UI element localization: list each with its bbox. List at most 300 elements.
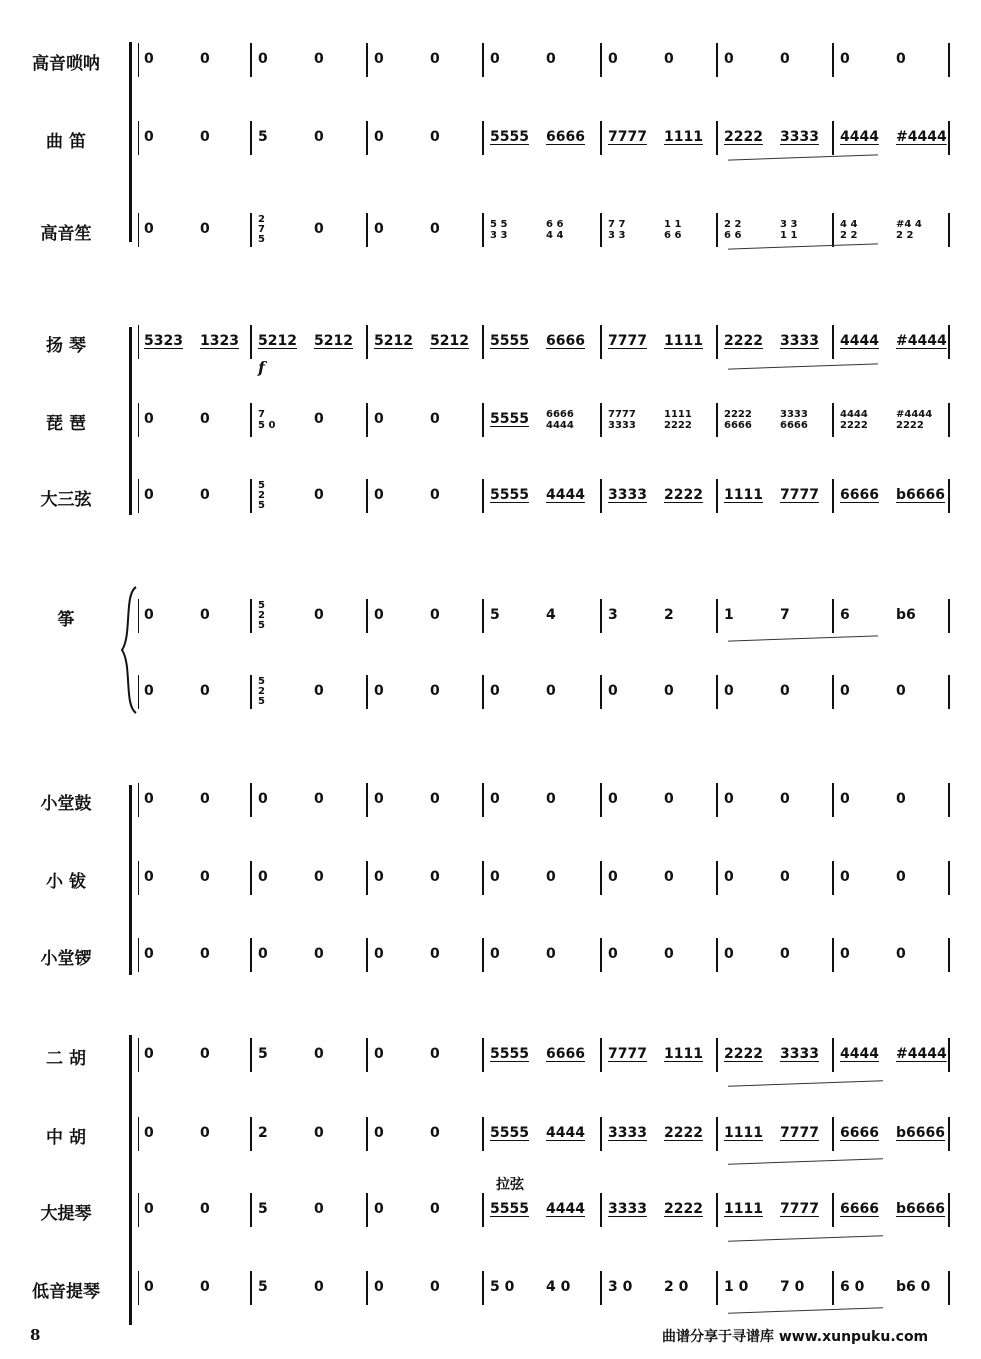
note-cell: 3333 (780, 333, 819, 349)
note-cell: 0 (200, 869, 210, 885)
note-cell: 5 5 3 3 (490, 219, 508, 241)
note-cell: b6 0 (896, 1279, 931, 1295)
note-cell: 0 (608, 51, 618, 67)
note-cell: 0 (144, 869, 154, 885)
barline (948, 43, 950, 77)
barline (366, 861, 368, 895)
barline (482, 1117, 484, 1151)
note-cell: 1111 (664, 333, 703, 349)
note-cell: 0 (664, 869, 674, 885)
barline (250, 213, 252, 247)
note-cell: 5 (490, 607, 500, 623)
note-cell: 0 (374, 1125, 384, 1141)
note-cell: 4444 (840, 333, 879, 349)
crescendo-hairpin (728, 635, 878, 641)
note-cell: #4444 (896, 1046, 947, 1062)
instrument-label: 高音唢呐 (32, 54, 100, 74)
barline (832, 479, 834, 513)
note-cell: 0 (258, 946, 268, 962)
note-cell: 5 0 (490, 1279, 515, 1295)
barline (482, 783, 484, 817)
note-cell: 7777 (608, 333, 647, 349)
barline (482, 121, 484, 155)
barline (366, 1117, 368, 1151)
note-cell: 5555 (490, 333, 529, 349)
barline (832, 783, 834, 817)
note-cell: 0 (664, 51, 674, 67)
barline (832, 43, 834, 77)
note-cell: 0 (374, 946, 384, 962)
note-cell: 4444 (840, 1046, 879, 1062)
note-cell: 0 (200, 1279, 210, 1295)
note-cell: 2222 (664, 487, 703, 503)
staff-start-line (138, 1038, 139, 1072)
note-cell: 0 (374, 129, 384, 145)
barline (948, 675, 950, 709)
barline (600, 43, 602, 77)
staff-start-line (138, 43, 139, 77)
note-cell: 0 (374, 221, 384, 237)
note-cell: 2222 6666 (724, 409, 752, 431)
note-cell: 0 (144, 411, 154, 427)
note-cell: 5323 (144, 333, 183, 349)
note-cell: 0 (144, 1125, 154, 1141)
note-cell: 2222 (724, 129, 763, 145)
note-cell: 0 (374, 51, 384, 67)
barline (716, 479, 718, 513)
barline (716, 121, 718, 155)
note-cell: 3333 (608, 1125, 647, 1141)
note-cell: 0 (546, 869, 556, 885)
note-cell: 0 (608, 683, 618, 699)
staff-start-line (138, 599, 139, 633)
note-cell: 1111 (724, 487, 763, 503)
note-cell: 0 (374, 1201, 384, 1217)
note-cell: 0 (546, 946, 556, 962)
note-cell: 0 (664, 791, 674, 807)
barline (482, 599, 484, 633)
note-cell: 5 2 5 (258, 480, 265, 511)
note-cell: 1111 (664, 129, 703, 145)
note-cell: 0 (314, 1046, 324, 1062)
barline (482, 1271, 484, 1305)
staff-start-line (138, 121, 139, 155)
note-cell: 3 3 1 1 (780, 219, 798, 241)
barline (366, 1271, 368, 1305)
note-cell: 1111 2222 (664, 409, 692, 431)
note-cell: 7 5 0 (258, 409, 276, 431)
note-cell: 0 (200, 946, 210, 962)
staff-start-line (138, 783, 139, 817)
source-credit: 曲谱分享于寻谱库 www.xunpuku.com (662, 1329, 929, 1345)
note-cell: 0 (840, 791, 850, 807)
note-cell: 7777 (780, 1125, 819, 1141)
barline (716, 1271, 718, 1305)
barline (716, 1117, 718, 1151)
note-cell: 0 (374, 791, 384, 807)
note-cell: 1 1 6 6 (664, 219, 682, 241)
note-cell: 5555 (490, 411, 529, 427)
note-cell: 0 (430, 1046, 440, 1062)
note-cell: 3333 (608, 487, 647, 503)
note-cell: 0 (430, 487, 440, 503)
note-cell: 4444 (840, 129, 879, 145)
note-cell: 6 (840, 607, 850, 623)
note-cell: 0 (314, 683, 324, 699)
instrument-label: 扬 琴 (46, 336, 86, 356)
note-cell: 4 0 (546, 1279, 571, 1295)
note-cell: 5 (258, 129, 268, 145)
note-cell: 0 (314, 946, 324, 962)
note-cell: 4444 (546, 487, 585, 503)
note-cell: b6666 (896, 487, 945, 503)
barline (366, 599, 368, 633)
barline (366, 675, 368, 709)
note-cell: 4444 (546, 1201, 585, 1217)
instrument-label: 琵 琶 (46, 414, 86, 434)
note-cell: 4444 2222 (840, 409, 868, 431)
barline (366, 938, 368, 972)
barline (482, 938, 484, 972)
staff-start-line (138, 675, 139, 709)
barline (832, 1271, 834, 1305)
note-cell: 0 (430, 411, 440, 427)
barline (948, 479, 950, 513)
note-cell: 0 (430, 946, 440, 962)
barline (948, 938, 950, 972)
note-cell: 0 (314, 487, 324, 503)
barline (716, 325, 718, 359)
note-cell: 1 (724, 607, 734, 623)
note-cell: 0 (780, 946, 790, 962)
note-cell: 6666 (840, 487, 879, 503)
note-cell: b6666 (896, 1201, 945, 1217)
barline (366, 479, 368, 513)
note-cell: 0 (200, 1046, 210, 1062)
note-cell: 2222 (664, 1125, 703, 1141)
barline (832, 938, 834, 972)
note-cell: 0 (144, 129, 154, 145)
staff-start-line (138, 479, 139, 513)
barline (482, 1038, 484, 1072)
note-cell: 6 0 (840, 1279, 865, 1295)
note-cell: 0 (200, 607, 210, 623)
barline (716, 938, 718, 972)
note-cell: 3333 (780, 1046, 819, 1062)
note-cell: 0 (724, 791, 734, 807)
note-cell: 0 (144, 1279, 154, 1295)
note-cell: 0 (314, 51, 324, 67)
note-cell: 6666 (546, 1046, 585, 1062)
note-cell: 5 (258, 1201, 268, 1217)
barline (482, 479, 484, 513)
note-cell: 0 (430, 1279, 440, 1295)
barline (948, 1117, 950, 1151)
note-cell: 0 (664, 683, 674, 699)
note-cell: 0 (608, 791, 618, 807)
note-cell: 0 (840, 946, 850, 962)
group-bracket-plucked (129, 327, 132, 515)
barline (948, 121, 950, 155)
instrument-label: 中 胡 (46, 1128, 86, 1148)
note-cell: 7777 (780, 487, 819, 503)
crescendo-hairpin (728, 1307, 883, 1313)
instrument-label: 筝 (57, 610, 75, 630)
barline (366, 121, 368, 155)
barline (482, 213, 484, 247)
note-cell: 7777 (608, 129, 647, 145)
note-cell: b6 (896, 607, 916, 623)
note-cell: 0 (724, 51, 734, 67)
note-cell: 4 4 2 2 (840, 219, 858, 241)
barline (366, 325, 368, 359)
note-cell: 0 (490, 946, 500, 962)
note-cell: 0 (314, 1125, 324, 1141)
note-cell: 0 (314, 791, 324, 807)
note-cell: 6 6 4 4 (546, 219, 564, 241)
note-cell: 0 (780, 869, 790, 885)
barline (366, 213, 368, 247)
instrument-label: 小堂鼓 (40, 794, 92, 814)
barline (948, 213, 950, 247)
note-cell: 0 (546, 791, 556, 807)
note-cell: 0 (374, 1046, 384, 1062)
dynamic-forte: f (258, 358, 265, 377)
barline (832, 1117, 834, 1151)
barline (366, 403, 368, 437)
barline (832, 599, 834, 633)
barline (600, 938, 602, 972)
barline (600, 1117, 602, 1151)
note-cell: 3 0 (608, 1279, 633, 1295)
barline (832, 325, 834, 359)
note-cell: 0 (144, 221, 154, 237)
note-cell: 0 (780, 791, 790, 807)
note-cell: 5212 (314, 333, 353, 349)
note-cell: 0 (258, 869, 268, 885)
crescendo-hairpin (728, 154, 878, 160)
note-cell: 0 (896, 791, 906, 807)
note-cell: 0 (314, 411, 324, 427)
crescendo-hairpin (728, 1235, 883, 1241)
note-cell: 0 (144, 51, 154, 67)
barline (250, 1271, 252, 1305)
barline (600, 325, 602, 359)
note-cell: 2222 (724, 1046, 763, 1062)
barline (250, 599, 252, 633)
barline (250, 1117, 252, 1151)
note-cell: 1323 (200, 333, 239, 349)
staff-start-line (138, 1271, 139, 1305)
barline (366, 43, 368, 77)
barline (482, 861, 484, 895)
note-cell: 6666 (840, 1125, 879, 1141)
note-cell: 2 0 (664, 1279, 689, 1295)
barline (250, 403, 252, 437)
note-cell: 6666 4444 (546, 409, 574, 431)
note-cell: 5212 (374, 333, 413, 349)
note-cell: 0 (144, 683, 154, 699)
note-cell: 1111 (724, 1201, 763, 1217)
note-cell: 7777 3333 (608, 409, 636, 431)
note-cell: #4444 (896, 129, 947, 145)
barline (716, 403, 718, 437)
crescendo-hairpin (728, 1158, 883, 1164)
note-cell: 0 (430, 1201, 440, 1217)
note-cell: 0 (374, 411, 384, 427)
note-cell: 0 (546, 51, 556, 67)
barline (600, 1038, 602, 1072)
note-cell: 0 (200, 1201, 210, 1217)
note-cell: 0 (374, 607, 384, 623)
barline (482, 675, 484, 709)
technique-label: 拉弦 (496, 1177, 524, 1193)
note-cell: 2 (664, 607, 674, 623)
note-cell: 0 (144, 607, 154, 623)
note-cell: 0 (200, 221, 210, 237)
barline (832, 1038, 834, 1072)
note-cell: 0 (840, 683, 850, 699)
group-bracket-strings (129, 1035, 132, 1325)
note-cell: 5555 (490, 1125, 529, 1141)
note-cell: 0 (840, 51, 850, 67)
note-cell: 0 (374, 683, 384, 699)
note-cell: 0 (490, 791, 500, 807)
note-cell: 2222 (664, 1201, 703, 1217)
barline (250, 783, 252, 817)
group-bracket-winds (129, 42, 132, 242)
note-cell: 0 (314, 869, 324, 885)
barline (716, 599, 718, 633)
staff-start-line (138, 1193, 139, 1227)
note-cell: 2222 (724, 333, 763, 349)
note-cell: 4 (546, 607, 556, 623)
note-cell: 0 (724, 946, 734, 962)
note-cell: 0 (144, 487, 154, 503)
note-cell: 0 (200, 1125, 210, 1141)
note-cell: 7 (780, 607, 790, 623)
note-cell: 0 (546, 683, 556, 699)
barline (600, 1193, 602, 1227)
note-cell: 0 (200, 791, 210, 807)
note-cell: 3333 (780, 129, 819, 145)
note-cell: 6666 (546, 129, 585, 145)
note-cell: 0 (144, 946, 154, 962)
note-cell: 0 (896, 51, 906, 67)
note-cell: b6666 (896, 1125, 945, 1141)
note-cell: 6666 (840, 1201, 879, 1217)
note-cell: 0 (840, 869, 850, 885)
barline (600, 783, 602, 817)
note-cell: 0 (200, 129, 210, 145)
barline (832, 675, 834, 709)
note-cell: 5 (258, 1279, 268, 1295)
barline (716, 675, 718, 709)
note-cell: 5 2 5 (258, 600, 265, 631)
barline (948, 783, 950, 817)
note-cell: 0 (724, 683, 734, 699)
note-cell: 7 0 (780, 1279, 805, 1295)
note-cell: 0 (490, 869, 500, 885)
note-cell: 0 (314, 1279, 324, 1295)
note-cell: #4444 (896, 333, 947, 349)
note-cell: 0 (314, 129, 324, 145)
note-cell: 0 (314, 607, 324, 623)
barline (832, 403, 834, 437)
barline (948, 1193, 950, 1227)
note-cell: 0 (258, 791, 268, 807)
staff-start-line (138, 1117, 139, 1151)
barline (482, 1193, 484, 1227)
staff-start-line (138, 861, 139, 895)
barline (482, 43, 484, 77)
crescendo-hairpin (728, 1080, 883, 1086)
note-cell: 1111 (664, 1046, 703, 1062)
note-cell: 0 (374, 869, 384, 885)
note-cell: 0 (314, 221, 324, 237)
instrument-label: 曲 笛 (46, 132, 86, 152)
barline (366, 1193, 368, 1227)
note-cell: #4444 2222 (896, 409, 933, 431)
barline (366, 1038, 368, 1072)
barline (948, 325, 950, 359)
note-cell: 0 (200, 51, 210, 67)
staff-start-line (138, 938, 139, 972)
crescendo-hairpin (728, 363, 878, 369)
note-cell: 0 (144, 791, 154, 807)
note-cell: 0 (430, 51, 440, 67)
barline (832, 213, 834, 247)
group-bracket-percussion (129, 785, 132, 975)
note-cell: 2 (258, 1125, 268, 1141)
note-cell: 0 (430, 683, 440, 699)
note-cell: 2 7 5 (258, 214, 265, 245)
instrument-label: 大提琴 (40, 1204, 92, 1224)
note-cell: 0 (144, 1201, 154, 1217)
note-cell: 1111 (724, 1125, 763, 1141)
note-cell: 5 (258, 1046, 268, 1062)
instrument-label: 低音提琴 (32, 1282, 100, 1302)
note-cell: 0 (896, 683, 906, 699)
note-cell: 0 (430, 221, 440, 237)
note-cell: 5212 (430, 333, 469, 349)
barline (948, 1271, 950, 1305)
staff-start-line (138, 325, 139, 359)
note-cell: 0 (144, 1046, 154, 1062)
barline (716, 43, 718, 77)
note-cell: 0 (490, 51, 500, 67)
note-cell: 5555 (490, 1201, 529, 1217)
note-cell: 0 (200, 683, 210, 699)
barline (600, 403, 602, 437)
barline (250, 1193, 252, 1227)
note-cell: 0 (200, 411, 210, 427)
barline (600, 599, 602, 633)
note-cell: 0 (896, 869, 906, 885)
note-cell: 5555 (490, 129, 529, 145)
crescendo-hairpin (728, 243, 878, 249)
note-cell: 0 (430, 791, 440, 807)
note-cell: 0 (780, 51, 790, 67)
barline (250, 861, 252, 895)
barline (716, 213, 718, 247)
note-cell: 0 (608, 946, 618, 962)
barline (832, 861, 834, 895)
page-number: 8 (30, 1326, 41, 1344)
note-cell: 0 (896, 946, 906, 962)
barline (250, 938, 252, 972)
barline (366, 783, 368, 817)
